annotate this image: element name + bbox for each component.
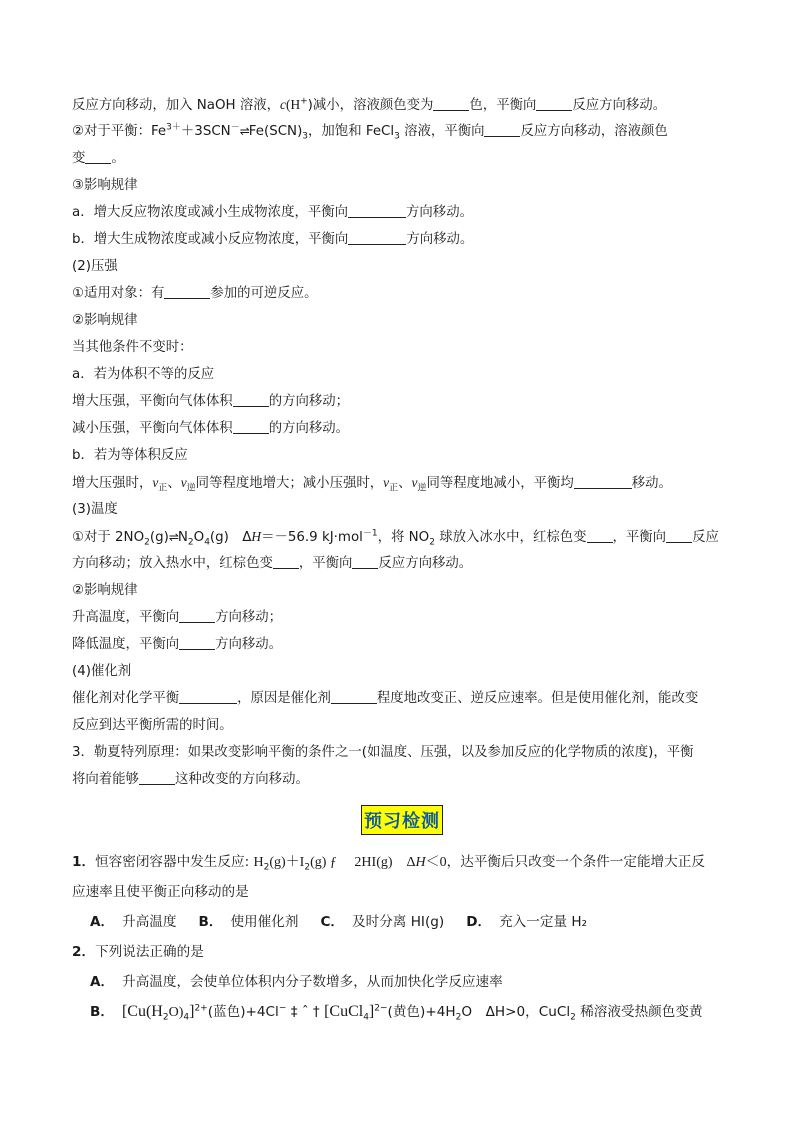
text-line xyxy=(72,118,732,145)
text-line: (4)催化剂 xyxy=(72,664,132,679)
text: ，原因是催化剂 xyxy=(237,691,331,706)
text: 逆 xyxy=(417,483,427,494)
text: 正 xyxy=(158,483,168,494)
text: a．增大反应物浓度或减小生成物浓度，平衡向 xyxy=(72,205,349,220)
text: N xyxy=(177,530,188,545)
text: ，加饱和 FeCl xyxy=(308,124,395,139)
text: 程度地改变正、逆反应速率。但是使用催化剂，能改变 xyxy=(376,691,699,706)
equilibrium-arrow-icon: ⇌ xyxy=(239,124,249,138)
text: 的方向移动； xyxy=(268,394,350,409)
fill-blank[interactable] xyxy=(348,229,406,245)
question-1 xyxy=(72,847,732,877)
text: ＋3SCN xyxy=(180,124,231,139)
text-line: ②影响规律 xyxy=(72,583,138,598)
fill-blank[interactable] xyxy=(179,634,215,650)
text-line xyxy=(72,388,732,415)
text-line xyxy=(72,766,732,793)
text: 升高温度，平衡向 xyxy=(72,610,180,625)
text: ①对于 2NO xyxy=(72,530,145,545)
text: v xyxy=(411,475,418,490)
fill-blank[interactable] xyxy=(352,553,378,569)
text: (g) xyxy=(149,530,169,545)
text-line xyxy=(72,280,732,307)
text-line xyxy=(72,523,732,550)
text: 2 xyxy=(144,537,150,548)
equilibrium-arrow-icon: ⇌ xyxy=(168,530,178,544)
text: 3 xyxy=(302,131,309,142)
text: －1 xyxy=(362,528,378,539)
text: H xyxy=(251,529,262,544)
text: 3 xyxy=(394,131,400,142)
text: v xyxy=(180,475,187,490)
text: 方向移动； xyxy=(215,610,283,625)
fill-blank[interactable] xyxy=(484,121,520,137)
text: ƒ 2HI(g) Δ xyxy=(326,855,416,870)
text: 同等程度地增大；减小压强时， xyxy=(195,476,384,491)
text-line: ③影响规律 xyxy=(72,178,138,193)
option-c[interactable]: C． 及时分离 HI(g) xyxy=(320,914,445,930)
text: 反应方向移动。 xyxy=(572,98,667,113)
text: 这种改变的方向移动。 xyxy=(174,772,309,787)
text: 溶液，平衡向 xyxy=(399,124,485,139)
text: 方向移动。 xyxy=(406,232,474,247)
option-d[interactable]: D． 充入一定量 H₂ xyxy=(466,914,588,930)
text: H xyxy=(253,855,264,870)
text: 、 xyxy=(398,476,412,491)
fill-blank[interactable] xyxy=(433,95,469,111)
fill-blank[interactable] xyxy=(574,473,632,489)
text: 2 xyxy=(187,537,194,548)
text: ＝－56.9 kJ·mol xyxy=(261,530,363,545)
fill-blank[interactable] xyxy=(233,418,269,434)
text: v xyxy=(383,475,390,490)
text: (g) xyxy=(310,855,327,870)
text: 参加的可逆反应。 xyxy=(210,286,318,301)
text: 逆 xyxy=(186,483,196,494)
text: 增大压强时， xyxy=(72,476,153,491)
text: 正 xyxy=(389,483,399,494)
text: 增大压强，平衡向气体体积 xyxy=(72,394,233,409)
fill-blank[interactable] xyxy=(666,527,692,543)
text-line: 反应到达平衡所需的时间。 xyxy=(72,718,233,733)
option-b[interactable]: B． 使用催化剂 xyxy=(198,914,299,930)
question-2 xyxy=(72,937,732,967)
text-line xyxy=(72,145,732,172)
text: － xyxy=(230,122,240,133)
fill-blank[interactable] xyxy=(331,688,377,704)
question-number: 1． xyxy=(72,854,96,870)
text: Fe(SCN) xyxy=(248,124,303,139)
text: ，将 NO xyxy=(377,530,430,545)
text: 的方向移动。 xyxy=(268,421,350,436)
text: b．增大生成物浓度或减小反应物浓度，平衡向 xyxy=(72,232,349,247)
text: 移动。 xyxy=(631,476,672,491)
text: + xyxy=(300,96,308,107)
section-title: 预习检测 xyxy=(361,805,443,835)
text: 方向移动；放入热水中，红棕色变 xyxy=(72,556,273,571)
text: 方向移动。 xyxy=(215,637,283,652)
text: 2 xyxy=(304,862,311,873)
text: 。 xyxy=(111,151,125,166)
text-line: (2)压强 xyxy=(72,259,118,274)
text-line xyxy=(72,550,732,577)
text: O xyxy=(193,530,205,545)
text: 反应方向移动，加入 NaOH 溶液， xyxy=(72,98,281,113)
text: 2 xyxy=(263,862,270,873)
text-line: b．若为等体积反应 xyxy=(72,448,188,463)
text-line: a．若为体积不等的反应 xyxy=(72,367,215,382)
option-a[interactable]: A． 升高温度 xyxy=(90,914,177,930)
fill-blank[interactable] xyxy=(233,391,269,407)
fill-blank[interactable] xyxy=(536,95,572,111)
text: 反应方向移动。 xyxy=(378,556,473,571)
option-b[interactable]: B． $[Cu(H_2O)_4]^{2+}$(蓝色)+4Cl− ‡ ˆ † [CuCl$_4$]$^{2-}$(黄色)$+4H_2O$ ΔH>0，CuCl$_2$ 稀溶液受热颜色变黄 xyxy=(90,1003,703,1023)
document-body xyxy=(72,91,732,1027)
text: c xyxy=(280,97,286,112)
text: 同等程度地减小，平衡均 xyxy=(426,476,574,491)
question-1-options xyxy=(72,907,732,937)
text: (g) Δ xyxy=(209,530,252,545)
text-line xyxy=(72,604,732,631)
option-a[interactable]: A． 升高温度，会使单位体积内分子数增多，从而加快化学反应速率 xyxy=(90,974,503,990)
text-line: 当其他条件不变时： xyxy=(72,340,193,355)
fill-blank[interactable] xyxy=(139,769,175,785)
fill-blank[interactable] xyxy=(587,527,613,543)
text-line xyxy=(72,631,732,658)
text: 反应 xyxy=(692,530,719,545)
section-header xyxy=(72,793,732,847)
text: 降低温度，平衡向 xyxy=(72,637,180,652)
text-line xyxy=(72,199,732,226)
text: 将向着能够 xyxy=(72,772,139,787)
text: ＜0 xyxy=(425,855,447,870)
text: ②对于平衡：Fe xyxy=(72,124,167,139)
text: 减小压强，平衡向气体体积 xyxy=(72,421,233,436)
text-line xyxy=(72,91,732,118)
text: ，平衡向 xyxy=(298,556,353,571)
text-line xyxy=(72,469,732,496)
text-line xyxy=(72,685,732,712)
text-line: ②影响规律 xyxy=(72,313,138,328)
text: v xyxy=(152,475,159,490)
text: (H xyxy=(285,97,301,112)
text: H xyxy=(415,855,426,870)
fill-blank[interactable] xyxy=(164,283,210,299)
text: 、 xyxy=(167,476,181,491)
text: 催化剂对化学平衡 xyxy=(72,691,180,706)
fill-blank[interactable] xyxy=(179,688,237,704)
text: 2 xyxy=(429,537,435,548)
question-1-cont: 应速率且使平衡正向移动的是 xyxy=(72,884,249,900)
fill-blank[interactable] xyxy=(179,607,215,623)
text: 恒容密闭容器中发生反应: xyxy=(95,854,254,870)
text: 球放入冰水中，红棕色变 xyxy=(434,530,587,545)
question-number: 2． xyxy=(72,944,96,960)
fill-blank[interactable] xyxy=(348,202,406,218)
fill-blank[interactable] xyxy=(85,148,111,164)
text: 3＋ xyxy=(166,122,181,133)
text: ，达平衡后只改变一个条件一定能增大正反 xyxy=(446,854,705,870)
text-line: (3)温度 xyxy=(72,502,118,517)
text: 4 xyxy=(204,537,210,548)
text-line: 3．勒夏特列原理：如果改变影响平衡的条件之一(如温度、压强，以及参加反应的化学物质的浓度)，平衡 xyxy=(72,745,694,760)
text: 方向移动。 xyxy=(406,205,473,220)
text: ①适用对象：有 xyxy=(72,286,165,301)
text: 反应方向移动，溶液颜色 xyxy=(520,124,668,139)
text-line xyxy=(72,415,732,442)
text: )减小，溶液颜色变为 xyxy=(307,98,434,113)
text: (g)＋I xyxy=(269,855,305,870)
text: ，平衡向 xyxy=(612,530,667,545)
text: 下列说法正确的是 xyxy=(95,944,204,960)
text: 色，平衡向 xyxy=(469,98,537,113)
text: 变 xyxy=(72,151,86,166)
text-line xyxy=(72,226,732,253)
fill-blank[interactable] xyxy=(273,553,299,569)
